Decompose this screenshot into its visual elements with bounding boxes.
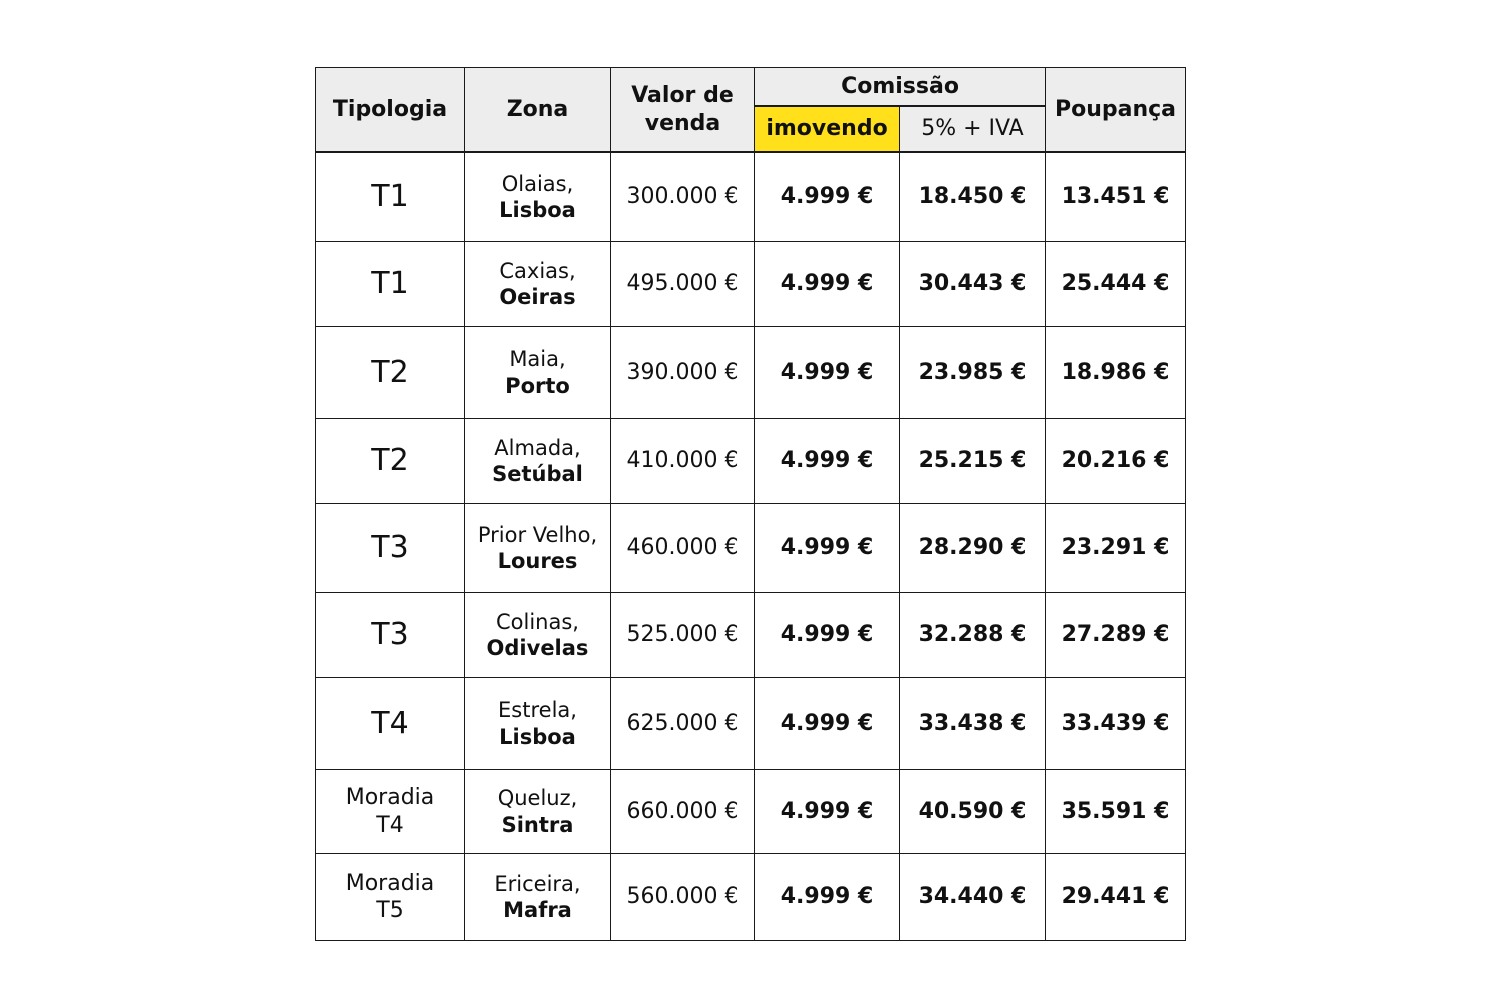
zona-place: Prior Velho, — [477, 522, 598, 547]
tipologia-cell — [316, 854, 465, 941]
zona-cell — [465, 419, 611, 504]
tipologia-line2: T4 — [376, 812, 404, 838]
zona-city: Lisboa — [499, 198, 576, 222]
tax-cell: 23.985 € — [900, 327, 1046, 419]
tax-cell: 40.590 € — [900, 770, 1046, 854]
zona-place: Caxias, — [499, 258, 576, 283]
poupanca-cell: 18.986 € — [1046, 327, 1186, 419]
valor-cell: 660.000 € — [611, 770, 755, 854]
header-row — [316, 68, 1186, 107]
valor-cell: 460.000 € — [611, 504, 755, 593]
zona-place: Ericeira, — [494, 871, 581, 896]
valor-cell: 560.000 € — [611, 854, 755, 941]
zona-city: Mafra — [503, 898, 572, 922]
tax-cell: 33.438 € — [900, 678, 1046, 770]
header-tipologia: Tipologia — [316, 68, 465, 153]
zona-cell — [465, 854, 611, 941]
zona-city: Setúbal — [492, 462, 583, 486]
zona-city: Sintra — [501, 812, 574, 837]
poupanca-cell: 27.289 € — [1046, 593, 1186, 678]
table-row — [316, 242, 1186, 327]
zona-cell — [465, 678, 611, 770]
imovendo-cell: 4.999 € — [755, 504, 900, 593]
imovendo-cell: 4.999 € — [755, 854, 900, 941]
zona-place: Almada, — [494, 435, 581, 460]
poupanca-cell: 20.216 € — [1046, 419, 1186, 504]
tipologia-cell: T4 — [316, 678, 465, 770]
header-valor-de-venda: Valor de venda — [611, 68, 755, 153]
valor-cell: 390.000 € — [611, 327, 755, 419]
zona-city: Porto — [505, 373, 570, 398]
poupanca-cell: 23.291 € — [1046, 504, 1186, 593]
tax-cell: 28.290 € — [900, 504, 1046, 593]
poupanca-cell: 29.441 € — [1046, 854, 1186, 941]
tipologia-cell: T2 — [316, 327, 465, 419]
imovendo-cell: 4.999 € — [755, 593, 900, 678]
zona-city: Lisboa — [499, 724, 576, 749]
poupanca-cell: 13.451 € — [1046, 152, 1186, 242]
zona-place: Olaias, — [501, 171, 574, 196]
valor-cell: 525.000 € — [611, 593, 755, 678]
imovendo-cell: 4.999 € — [755, 419, 900, 504]
tipologia-cell: T1 — [316, 152, 465, 242]
imovendo-cell: 4.999 € — [755, 770, 900, 854]
poupanca-cell: 35.591 € — [1046, 770, 1186, 854]
tax-cell: 30.443 € — [900, 242, 1046, 327]
header-poupanca: Poupança — [1046, 68, 1186, 153]
zona-cell — [465, 327, 611, 419]
tipologia-cell: T1 — [316, 242, 465, 327]
poupanca-cell: 33.439 € — [1046, 678, 1186, 770]
zona-cell — [465, 242, 611, 327]
valor-cell: 410.000 € — [611, 419, 755, 504]
table-row — [316, 678, 1186, 770]
tipologia-line1: Moradia — [345, 870, 435, 896]
header-comissao-tax: 5% + IVA — [900, 106, 1046, 152]
tax-cell: 25.215 € — [900, 419, 1046, 504]
table-row — [316, 504, 1186, 593]
imovendo-cell: 4.999 € — [755, 678, 900, 770]
zona-city: Oeiras — [499, 285, 576, 309]
zona-cell — [465, 770, 611, 854]
tipologia-line1: Moradia — [345, 785, 435, 810]
tipologia-cell: T2 — [316, 419, 465, 504]
zona-place: Queluz, — [497, 786, 578, 811]
imovendo-cell: 4.999 € — [755, 327, 900, 419]
tipologia-line2: T5 — [376, 898, 404, 923]
tax-cell: 18.450 € — [900, 152, 1046, 242]
commission-comparison-table — [315, 67, 1186, 941]
zona-cell — [465, 504, 611, 593]
table-row — [316, 152, 1186, 242]
valor-cell: 300.000 € — [611, 152, 755, 242]
tipologia-cell — [316, 770, 465, 854]
zona-city: Odivelas — [486, 636, 589, 660]
tipologia-cell: T3 — [316, 504, 465, 593]
zona-place: Estrela, — [498, 698, 577, 723]
header-zona: Zona — [465, 68, 611, 153]
valor-cell: 495.000 € — [611, 242, 755, 327]
zona-city: Loures — [497, 549, 578, 573]
header-comissao-imovendo: imovendo — [755, 106, 900, 152]
tax-cell: 34.440 € — [900, 854, 1046, 941]
valor-cell: 625.000 € — [611, 678, 755, 770]
table-row — [316, 854, 1186, 941]
zona-place: Maia, — [509, 347, 566, 372]
table-row — [316, 327, 1186, 419]
zona-place: Colinas, — [496, 609, 579, 634]
imovendo-cell: 4.999 € — [755, 242, 900, 327]
tax-cell: 32.288 € — [900, 593, 1046, 678]
poupanca-cell: 25.444 € — [1046, 242, 1186, 327]
tipologia-cell: T3 — [316, 593, 465, 678]
zona-cell — [465, 152, 611, 242]
table-row — [316, 419, 1186, 504]
header-comissao: Comissão — [755, 68, 1046, 107]
table-row — [316, 770, 1186, 854]
table-row — [316, 593, 1186, 678]
zona-cell — [465, 593, 611, 678]
imovendo-cell: 4.999 € — [755, 152, 900, 242]
